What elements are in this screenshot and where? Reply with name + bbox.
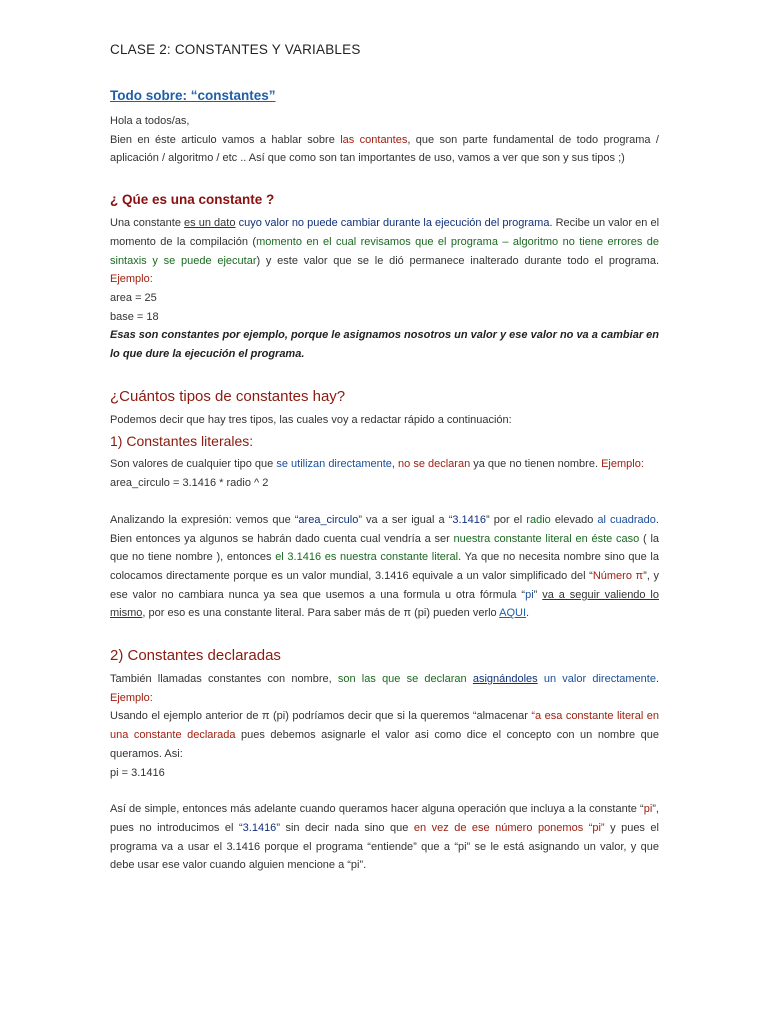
analysis-literal-case: nuestra constante literal en éste caso: [453, 532, 640, 545]
analysis-var: area_circulo: [298, 513, 359, 526]
types-heading: ¿Cuántos tipos de constantes hay?: [110, 387, 346, 405]
usage-text-a: Usando el ejemplo anterior de π (pi) podríamos decir que si la queremos “almacenar: [110, 710, 532, 723]
final-red: en vez de ese número ponemos “pi”: [413, 821, 605, 834]
literal-heading: 1) Constantes literales:: [110, 433, 254, 450]
analysis-squared: al cuadrado: [597, 513, 656, 526]
analysis-text-g: elevado: [550, 513, 598, 526]
declared-dot: .: [655, 673, 659, 686]
final-paragraph: [110, 800, 659, 875]
what-blue: cuyo valor no puede cambiar durante la ejecución del programa: [238, 217, 550, 230]
intro-text-end: , que son parte fundamental de todo programa / aplicación / algoritmo / etc .. Así que como son tan importantes de uso, vamos a ver que son y sus tipos ;): [110, 133, 659, 165]
analysis-text-c: ” va a ser igual a “: [358, 513, 453, 526]
analysis-text-k: ( la que no tiene nombre ), entonces: [110, 532, 660, 564]
what-heading: ¿ Qúe es una constante ?: [110, 192, 275, 208]
analysis-text-o: ”, y ese valor no cambiara nunca ya sea que usemos a una formula u otra fórmula “: [110, 569, 659, 601]
final-value: 3.1416: [242, 821, 277, 834]
literal-text-e: ya que no tienen nombre.: [470, 458, 602, 471]
declared-paragraph: [110, 670, 659, 707]
final-text-a: Así de simple, entonces más adelante cuando queramos hacer alguna operación que incluya a la constante “: [110, 803, 644, 816]
document-title: CLASE 2: CONSTANTES Y VARIABLES: [110, 42, 361, 57]
literal-example: area_circulo = 3.1416 * radio ^ 2: [110, 477, 269, 490]
what-text-g: ) y este valor que se le dió permanece inalterado durante todo el programa.: [256, 254, 659, 267]
usage-text-c: pues debemos asignarle el valor asi como dice el concepto con un nombre que queramos. Asi:: [110, 729, 659, 760]
analysis-text-q: ”: [533, 588, 543, 601]
types-intro: Podemos decir que hay tres tipos, las cuales voy a redactar rápido a continuación:: [110, 413, 512, 426]
declared-example: pi = 3.1416: [110, 766, 165, 779]
analysis-same-value: va a seguir valiendo lo mismo: [110, 588, 659, 620]
intro-highlight: las contantes: [340, 133, 408, 146]
literal-red: no se declaran: [398, 458, 471, 471]
aqui-link[interactable]: AQUI: [499, 607, 527, 620]
what-text-e: . Recibe un valor en el momento de la compilación (: [110, 217, 660, 248]
document-page: [110, 40, 659, 875]
literal-blue: se utilizan directamente: [276, 458, 392, 471]
declared-example-label: Ejemplo:: [110, 691, 153, 704]
literal-paragraph: [110, 455, 659, 474]
final-pi: pi: [643, 803, 653, 816]
declared-assigning: asignándoles: [472, 673, 538, 686]
literal-comma: ,: [391, 458, 399, 471]
main-heading[interactable]: Todo sobre: “constantes”: [110, 88, 276, 103]
analysis-text-s: , por eso es una constante literal. Para saber más de π (pi) pueden verlo: [142, 607, 500, 620]
intro-text: Bien en éste articulo vamos a hablar sobre: [110, 133, 341, 146]
what-note: Esas son constantes por ejemplo, porque le asignamos nosotros un valor y ese valor no va a cambiar en lo que dure la ejecución el programa.: [110, 329, 659, 361]
final-text-e: ” sin decir nada sino que: [276, 821, 414, 834]
analysis-pi-number: Número π: [592, 569, 644, 582]
declared-heading: 2) Constantes declaradas: [110, 647, 281, 665]
analysis-pi: pi: [525, 588, 534, 601]
example-area: area = 25: [110, 291, 157, 304]
example-base: base = 18: [110, 310, 159, 323]
what-underline: es un dato: [184, 217, 236, 230]
what-text-a: Una constante: [110, 217, 185, 230]
declared-text-a: También llamadas constantes con nombre,: [110, 673, 338, 686]
analysis-value: 3.1416: [452, 513, 487, 526]
what-example-label: Ejemplo:: [110, 273, 153, 286]
literal-example-label: Ejemplo:: [601, 458, 644, 471]
analysis-period: .: [526, 607, 530, 620]
usage-red: “a esa constante literal en una constante declarada: [110, 710, 660, 742]
analysis-text-m: . Ya que no necesita nombre sino que la colocamos directamente porque es un valor mundial, 3.1416 equivale a un valor simplificado del “: [110, 551, 659, 582]
analysis-text-a: Analizando la expresión: vemos que “: [110, 513, 299, 526]
intro-paragraph: [110, 131, 659, 168]
analysis-text-i: . Bien entonces ya algunos se habrán dado cuenta cual vendría a ser: [110, 513, 659, 545]
final-text-g: y pues el programa va a usar el 3.1416 porque el programa “entiende” que a “pi” se le está asignando un valor, y que debe usar ese valor cuando alguien mencione a “pi”.: [110, 821, 659, 872]
analysis-text-e: ” por el: [486, 513, 527, 526]
declared-usage-paragraph: [110, 707, 659, 763]
analysis-literal-value: el 3.1416 es nuestra constante literal: [275, 551, 459, 564]
declared-green: son las que se declaran: [337, 673, 467, 686]
what-paragraph: [110, 214, 659, 289]
greeting: Hola a todos/as,: [110, 115, 190, 127]
final-text-c: ”, pues no introducimos el “: [110, 803, 659, 834]
analysis-radio: radio: [526, 513, 551, 526]
literal-text-a: Son valores de cualquier tipo que: [110, 458, 277, 471]
what-green: momento en el cual revisamos que el programa – algoritmo no tiene errores de sintaxis y se puede ejecutar: [110, 235, 659, 267]
declared-blue: un valor directamente: [543, 673, 656, 686]
analysis-paragraph: [110, 511, 659, 623]
